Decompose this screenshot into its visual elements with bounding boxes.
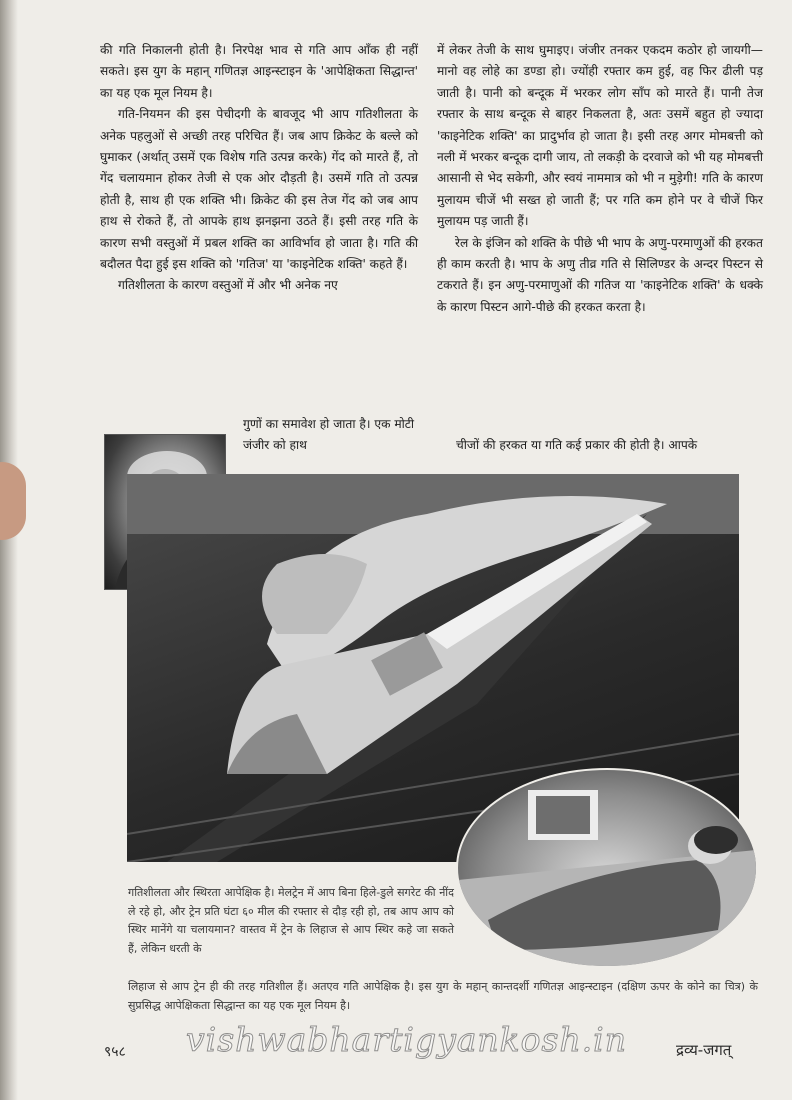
left-column-continuation: गुणों का समावेश हो जाता है। एक मोटी जंजीर को हाथ (243, 417, 415, 453)
page-edge-shadow (0, 0, 18, 1100)
left-column (100, 40, 418, 297)
paragraph: रेल के इंजिन को शक्ति के पीछे भी भाप के अणु-परमाणुओं की हरकत ही काम करती है। भाप के अणु तीव्र गति से सिलिण्डर के अन्दर पिस्टन से टकराते हैं। इन अणु-परमाणुओं की गतिज या 'काइनेटिक शक्ति' के धक्के के कारण पिस्टन आगे-पीछे की हरकत करता है। (437, 235, 763, 314)
thumb-on-page (0, 462, 26, 540)
watermark: vishwabhartigyankosh.in (186, 1020, 627, 1059)
page-number: ९५८ (104, 1044, 126, 1060)
paragraph: गति-नियमन की इस पेचीदगी के बावजूद भी आप गतिशीलता के अनेक पहलुओं से अच्छी तरह परिचित हैं। जब आप क्रिकेट के बल्ले को घुमाकर (अर्थात् उसमें एक विशेष गति उत्पन्न करके) गेंद को मारते हैं, तो गेंद चलायमान होकर तेजी से एक ओर दौड़ती है। उसमें गति तो उत्पन्न होती है, साथ ही एक शक्ति भी। क्रिकेट की इस तेज गेंद को जब आप हाथ से रोकते हैं, तो आपके हाथ झनझना उठते हैं। इसी तरह गति के कारण सभी वस्तुओं में प्रबल शक्ति का आविर्भाव हो जाता है। गति की बदौलत पैदा हुई इस शक्ति को 'गतिज' या 'काइनेटिक शक्ति' कहते हैं। (100, 107, 418, 272)
paragraph: गतिशीलता के कारण वस्तुओं में और भी अनेक नए (118, 278, 338, 293)
running-title: द्रव्य-जगत् (676, 1041, 732, 1059)
sleeper-illustration (458, 770, 756, 966)
right-column-continuation: चीजों की हरकत या गति कई प्रकार की होती है। आपके (456, 438, 698, 452)
photo-caption-continued: लिहाज से आप ट्रेन ही की तरह गतिशील हैं। अतएव गति आपेक्षिक है। इस युग के महान् कान्तदर्शी गणितज्ञ आइन्स्टाइन (दक्षिण ऊपर के कोने का चित्र) के सुप्रसिद्ध आपेक्षिकता सिद्धान्त का यह एक मूल नियम है। (128, 980, 758, 1012)
paragraph: में लेकर तेजी के साथ घुमाइए। जंजीर तनकर एकदम कठोर हो जायगी—मानो वह लोहे का डण्डा हो। ज्योंही रफ्तार कम हुई, वह फिर ढीली पड़ जाती है। पानी को बन्दूक में भरकर लोग साँप को मारते हैं। पानी तेज रफ्तार के साथ बन्दूक से बाहर निकलता है, अतः उसमें बहुत हो ज्यादा 'काइनेटिक शक्ति' का प्रादुर्भाव हो जाता है। इसी तरह अगर मोमबत्ती को नली में भरकर बन्दूक दागी जाय, तो लकड़ी के दरवाजे को भी यह मोमबत्ती आसानी से भेद सकेगी, और स्वयं नाममात्र को भी न मुड़ेगी! गति के कारण मुलायम चीजें भी सख्त हो जाती हैं; पर गति कम होने पर वे चीजें फिर मुलायम पड़ जाती हैं। (437, 43, 763, 229)
photo-caption: गतिशीलता और स्थिरता आपेक्षिक है। मेलट्रेन में आप बिना हिले-डुले सगरेट की नींद ले रहे हो, और ट्रेन प्रति घंटा ६० मील की रफ्तार से दौड़ रही हो, तब आप आप को स्थिर मानेंगे या चलायमान? वास्तव में ट्रेन के लिहाज से आप स्थिर कहे जा सकते हैं, लेकिन धरती के (128, 886, 454, 955)
right-column (437, 40, 763, 318)
sleeping-passenger-photo (456, 768, 758, 968)
paragraph: की गति निकालनी होती है। निरपेक्ष भाव से गति आप आँक ही नहीं सकते। इस युग के महान् गणितज्ञ आइन्स्टाइन के 'आपेक्षिकता सिद्धान्त' का यह एक मूल नियम है। (100, 43, 418, 100)
